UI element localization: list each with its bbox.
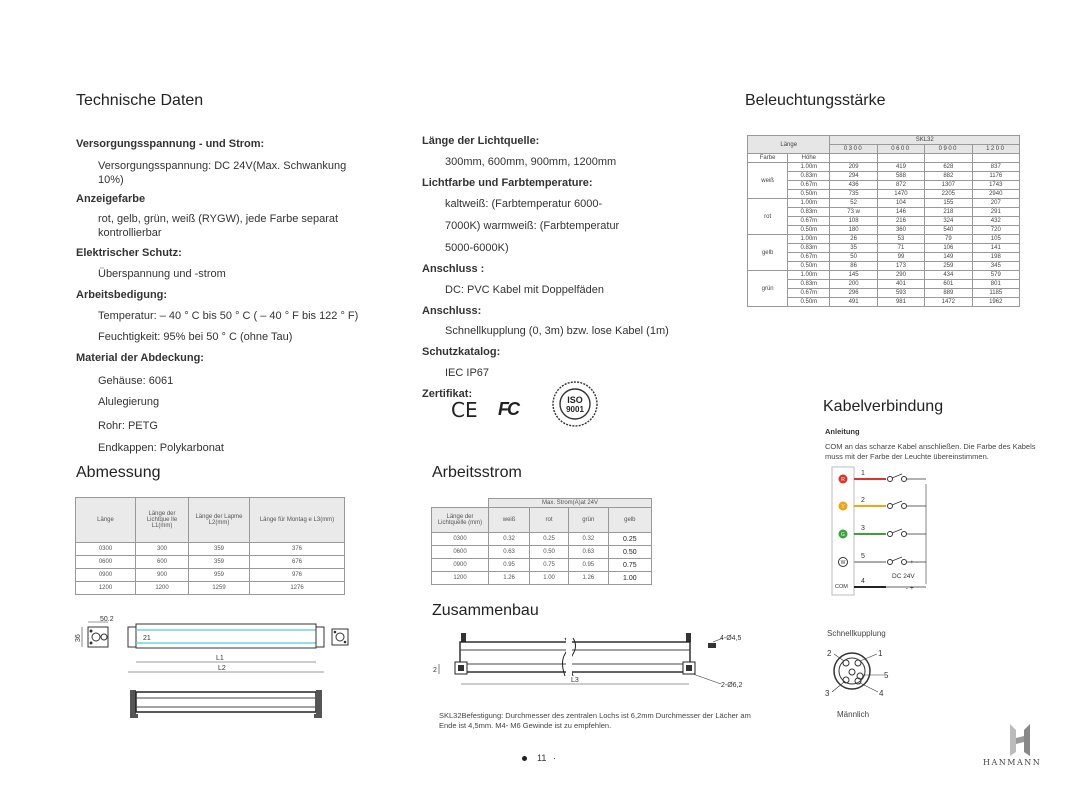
bel-cell: 0.83m <box>788 172 830 181</box>
com-label: COM <box>835 584 848 590</box>
bel-cell: 2205 <box>925 190 972 199</box>
gehaeuse-value: Gehäuse: 6061 <box>98 375 174 387</box>
strom-cell: 0.25 <box>608 533 651 546</box>
abmessung-table <box>75 497 345 595</box>
bel-row <box>748 208 1020 217</box>
bel-cell: 209 <box>830 163 877 172</box>
bel-cell: 882 <box>925 172 972 181</box>
bel-row <box>748 244 1020 253</box>
bel-cell: 540 <box>925 226 972 235</box>
bel-cell: 0.50m <box>788 262 830 271</box>
bel-row <box>748 217 1020 226</box>
switch-contact <box>888 477 893 482</box>
size-header: 1200 <box>972 145 1019 154</box>
bel-row <box>748 190 1020 199</box>
abm-header: Länge der Lichtque lle L1(mm) <box>136 498 189 543</box>
iso-num-text: 9001 <box>566 405 584 414</box>
dim-width-label: 50.2 <box>100 616 114 623</box>
wiring-diagram <box>826 462 936 602</box>
bel-cell: 579 <box>972 271 1019 280</box>
bel-cell: 345 <box>972 262 1019 271</box>
plusminus-label: + - <box>910 559 918 566</box>
switch-lever <box>892 474 902 478</box>
feuchtigkeit-value: Feuchtigkeit: 95% bei 50 ° C (ohne Tau) <box>98 331 293 343</box>
bel-cell: 2940 <box>972 190 1019 199</box>
hanmann-logo-icon <box>1000 722 1040 758</box>
abmessung-drawing <box>70 612 360 724</box>
bel-cell: 0.67m <box>788 253 830 262</box>
bel-cell: 0.67m <box>788 217 830 226</box>
abmessung-title: Abmessung <box>76 464 161 481</box>
abm-cell: 359 <box>189 556 250 569</box>
abm-cell: 300 <box>136 543 189 556</box>
beleuchtung-title: Beleuchtungsstärke <box>745 92 886 109</box>
bel-cell: 837 <box>972 163 1019 172</box>
material-label: Material der Abdeckung: <box>76 352 204 364</box>
strom-row <box>432 572 652 585</box>
bel-cell: 801 <box>972 280 1019 289</box>
bel-cell: 52 <box>830 199 877 208</box>
dc-24v-label: DC 24V <box>892 573 915 580</box>
wire-number: 3 <box>861 525 865 532</box>
strom-row <box>432 546 652 559</box>
bel-cell: 173 <box>877 262 924 271</box>
bel-cell: 588 <box>877 172 924 181</box>
bel-cell: 104 <box>877 199 924 208</box>
strom-header: weiß <box>489 508 530 533</box>
wire-number: 2 <box>861 497 865 504</box>
bel-row <box>748 298 1020 307</box>
strom-cell: 0.25 <box>530 533 569 546</box>
bel-cell: 735 <box>830 190 877 199</box>
abm-row <box>76 582 345 595</box>
bel-row <box>748 226 1020 235</box>
strom-cell: 0.63 <box>568 546 608 559</box>
conn-num: 4 <box>879 689 884 698</box>
dim-d1-label: 4-Ø4,5 <box>720 635 742 642</box>
bel-cell: 106 <box>925 244 972 253</box>
abm-row <box>76 556 345 569</box>
switch-contact <box>902 477 907 482</box>
pin-label: Y <box>841 504 845 510</box>
lichtfarbe-value-1: kaltweiß: (Farbtemperatur 6000- <box>445 198 603 210</box>
strom-cell: 1200 <box>432 572 489 585</box>
dim-l1-label: L1 <box>216 655 224 662</box>
switch-contact <box>902 532 907 537</box>
schnellkupplung-label: Schnellkupplung <box>827 629 886 638</box>
abm-cell: 959 <box>189 569 250 582</box>
bel-cell: 1472 <box>925 298 972 307</box>
strom-cell: 1.26 <box>489 572 530 585</box>
strom-cell: 1.00 <box>530 572 569 585</box>
bel-cell: 180 <box>830 226 877 235</box>
bel-cell: 145 <box>830 271 877 280</box>
anschluss-value-1: DC: PVC Kabel mit Doppelfäden <box>445 284 604 296</box>
switch-lever <box>892 501 902 505</box>
switch-contact <box>902 560 907 565</box>
strom-row <box>432 559 652 572</box>
bel-cell: 71 <box>877 244 924 253</box>
strom-cell: 0.95 <box>568 559 608 572</box>
bel-cell: 601 <box>925 280 972 289</box>
switch-contact <box>888 532 893 537</box>
strom-cell: 0.32 <box>568 533 608 546</box>
zusammenbau-drawing <box>425 628 755 696</box>
bel-cell: 141 <box>972 244 1019 253</box>
connector-diagram <box>822 644 892 702</box>
iso-text: ISO <box>567 395 583 405</box>
strom-header: gelb <box>608 508 651 533</box>
abm-cell: 976 <box>250 569 345 582</box>
strom-cell: 0.63 <box>489 546 530 559</box>
bel-row <box>748 271 1020 280</box>
abm-cell: 600 <box>136 556 189 569</box>
bel-cell: 73 w <box>830 208 877 217</box>
bel-cell: 291 <box>972 208 1019 217</box>
bel-cell: 0.50m <box>788 298 830 307</box>
strom-cell: 0300 <box>432 533 489 546</box>
abm-cell: 1276 <box>250 582 345 595</box>
bel-color-cell: grün <box>748 271 788 307</box>
pin-label: R <box>841 477 845 483</box>
switch-lever <box>892 557 902 561</box>
minusplus-label: - + <box>906 585 914 592</box>
abm-cell: 1200 <box>136 582 189 595</box>
bel-cell: 0.50m <box>788 226 830 235</box>
dim-l2-label: L2 <box>218 665 226 672</box>
strom-cell: 1.26 <box>568 572 608 585</box>
bel-cell: 889 <box>925 289 972 298</box>
strom-super-header: Max. Strom(A)at 24V <box>489 499 652 508</box>
bel-color-cell: rot <box>748 199 788 235</box>
wire-number: 4 <box>861 578 865 585</box>
bel-cell: 1176 <box>972 172 1019 181</box>
bel-cell: 419 <box>877 163 924 172</box>
bel-cell: 108 <box>830 217 877 226</box>
bel-cell: 155 <box>925 199 972 208</box>
bel-cell: 593 <box>877 289 924 298</box>
dim-l3-label: L3 <box>571 677 579 684</box>
bel-cell: 720 <box>972 226 1019 235</box>
bel-cell: 0.50m <box>788 190 830 199</box>
endkappen-value: Endkappen: Polykarbonat <box>98 442 224 454</box>
bel-row <box>748 280 1020 289</box>
bel-cell: 200 <box>830 280 877 289</box>
fc-mark-icon: FC <box>498 399 518 419</box>
abm-cell: 376 <box>250 543 345 556</box>
dim-height-label: 36 <box>75 634 82 642</box>
anzeigefarbe-value: rot, gelb, grün, weiß (RYGW), jede Farbe separat kontrollierbar <box>98 213 339 239</box>
abm-cell: 0900 <box>76 569 136 582</box>
abm-cell: 359 <box>189 543 250 556</box>
conn-num: 5 <box>884 671 889 680</box>
temperatur-value: Temperatur: – 40 ° C bis 50 ° C ( – 40 ° F bis 122 ° F) <box>98 310 359 322</box>
bel-cell: 0.83m <box>788 280 830 289</box>
dim-d2-label: 2-Ø6,2 <box>721 682 743 689</box>
anleitung-text: COM an das scharze Kabel anschließen. Die Farbe des Kabels muss mit der Farbe der Leuchte übereinstimmen. <box>825 442 1036 461</box>
abm-row <box>76 569 345 582</box>
page-number: 11 <box>537 753 547 763</box>
laenge-lichtquelle-value: 300mm, 600mm, 900mm, 1200mm <box>445 156 617 168</box>
arbeitsstrom-table <box>431 498 652 585</box>
size-header: 0300 <box>830 145 877 154</box>
bel-cell: 99 <box>877 253 924 262</box>
strom-row <box>432 533 652 546</box>
bel-cell: 198 <box>972 253 1019 262</box>
bel-row <box>748 253 1020 262</box>
switch-contact <box>888 560 893 565</box>
bel-cell: 401 <box>877 280 924 289</box>
bel-cell: 1962 <box>972 298 1019 307</box>
bel-cell: 324 <box>925 217 972 226</box>
hoehe-header: Höhe <box>788 154 830 163</box>
conn-num: 3 <box>825 689 830 698</box>
bel-cell: 26 <box>830 235 877 244</box>
size-header: 0600 <box>877 145 924 154</box>
zusammenbau-title: Zusammenbau <box>432 602 539 619</box>
bel-cell: 1307 <box>925 181 972 190</box>
strom-cell: 0.75 <box>608 559 651 572</box>
bel-cell: 360 <box>877 226 924 235</box>
bel-cell: 218 <box>925 208 972 217</box>
zusammenbau-note: SKL32Befestigung: Durchmesser des zentralen Lochs ist 6,2mm Durchmesser der Lächer am Ende ist 4,5mm. M4- M6 Gewinde ist zu empfehlen. <box>439 711 751 730</box>
schutz-label: Elektrischer Schutz: <box>76 247 182 259</box>
bel-cell: 0.83m <box>788 244 830 253</box>
lichtfarbe-value-3: 5000-6000K) <box>445 242 509 254</box>
bel-cell: 1.00m <box>788 199 830 208</box>
bel-cell: 79 <box>925 235 972 244</box>
schutzkatalog-label: Schutzkatalog: <box>422 346 501 358</box>
laenge-header: Länge <box>748 136 830 154</box>
rohr-value: Rohr: PETG <box>98 420 158 432</box>
conn-num: 1 <box>878 649 883 658</box>
anschluss-label-2: Anschluss: <box>422 305 482 317</box>
bel-row <box>748 262 1020 271</box>
versorgung-label: Versorgungsspannung - und Strom: <box>76 138 265 150</box>
wire-number: 1 <box>861 470 865 477</box>
abm-header: Länge <box>76 498 136 543</box>
maennlich-label: Männlich <box>837 710 870 719</box>
technische-daten-title: Technische Daten <box>76 92 204 109</box>
bel-cell: 1.00m <box>788 163 830 172</box>
anschluss-label-1: Anschluss : <box>422 263 485 275</box>
dim-21-label: 21 <box>143 635 151 642</box>
laenge-lichtquelle-label: Länge der Lichtquelle: <box>422 135 540 147</box>
bel-cell: 216 <box>877 217 924 226</box>
bel-cell: 290 <box>877 271 924 280</box>
bel-row <box>748 181 1020 190</box>
pin-label: W <box>840 560 846 566</box>
abm-cell: 0300 <box>76 543 136 556</box>
pin-label: G <box>841 532 845 538</box>
bel-cell: 491 <box>830 298 877 307</box>
bel-cell: 981 <box>877 298 924 307</box>
anleitung-label: Anleitung <box>825 427 860 436</box>
anzeigefarbe-label: Anzeigefarbe <box>76 193 146 205</box>
strom-cell: 0.32 <box>489 533 530 546</box>
strom-cell: 0600 <box>432 546 489 559</box>
strom-cell: 0.95 <box>489 559 530 572</box>
bel-row <box>748 163 1020 172</box>
alulegierung-value: Alulegierung <box>98 396 160 408</box>
bel-color-cell: weiß <box>748 163 788 199</box>
beleuchtung-table <box>747 135 1020 307</box>
kabelverbindung-title: Kabelverbindung <box>823 398 944 415</box>
anschluss-value-2: Schnellkupplung (0, 3m) bzw. lose Kabel (1m) <box>445 325 669 337</box>
bel-cell: 436 <box>830 181 877 190</box>
strom-cell: 0.75 <box>530 559 569 572</box>
iso-9001-seal-icon <box>551 380 599 428</box>
abm-cell: 676 <box>250 556 345 569</box>
strom-header: Länge der Lichtquelle (mm) <box>432 508 489 533</box>
bel-cell: 1.00m <box>788 271 830 280</box>
strom-header: rot <box>530 508 569 533</box>
zertifikat-label: Zertifikat: <box>422 388 473 400</box>
bel-cell: 0.67m <box>788 181 830 190</box>
abm-cell: 1200 <box>76 582 136 595</box>
bel-cell: 53 <box>877 235 924 244</box>
bel-cell: 872 <box>877 181 924 190</box>
bel-cell: 1.00m <box>788 235 830 244</box>
dim-h-label: 2 <box>433 667 437 674</box>
bel-cell: 294 <box>830 172 877 181</box>
abm-cell: 1259 <box>189 582 250 595</box>
bel-cell: 432 <box>972 217 1019 226</box>
brand-name: HANMANN <box>983 758 1042 767</box>
bel-cell: 1185 <box>972 289 1019 298</box>
page-bullet <box>522 756 527 761</box>
wire-number: 5 <box>861 553 865 560</box>
abm-header: Länge für Montag e L3(mm) <box>250 498 345 543</box>
size-header: 0900 <box>925 145 972 154</box>
model-header: SKL32 <box>830 136 1020 145</box>
arbeitsbedigung-label: Arbeitsbedigung: <box>76 289 168 301</box>
bel-cell: 50 <box>830 253 877 262</box>
farbe-header: Farbe <box>748 154 788 163</box>
bel-color-cell: gelb <box>748 235 788 271</box>
abm-row <box>76 543 345 556</box>
bel-cell: 149 <box>925 253 972 262</box>
strom-cell: 0900 <box>432 559 489 572</box>
switch-lever <box>892 529 902 533</box>
page-dot: · <box>553 753 556 763</box>
switch-contact <box>902 504 907 509</box>
schutzkatalog-value: IEC IP67 <box>445 367 490 379</box>
bel-cell: 0.67m <box>788 289 830 298</box>
bel-row <box>748 199 1020 208</box>
bel-row <box>748 172 1020 181</box>
strom-cell: 0.50 <box>530 546 569 559</box>
bel-cell: 259 <box>925 262 972 271</box>
ce-mark-icon: CE <box>451 398 478 422</box>
abm-cell: 900 <box>136 569 189 582</box>
bel-cell: 1470 <box>877 190 924 199</box>
bel-cell: 105 <box>972 235 1019 244</box>
conn-num: 2 <box>827 649 832 658</box>
schutz-value: Überspannung und -strom <box>98 268 226 280</box>
bel-row <box>748 235 1020 244</box>
abm-header: Länge der Lapme L2(mm) <box>189 498 250 543</box>
strom-header: grün <box>568 508 608 533</box>
bel-cell: 35 <box>830 244 877 253</box>
bel-row <box>748 289 1020 298</box>
strom-cell: 0.50 <box>608 546 651 559</box>
switch-contact <box>888 504 893 509</box>
bel-cell: 86 <box>830 262 877 271</box>
lichtfarbe-value-2: 7000K) warmweiß: (Farbtemperatur <box>445 220 620 232</box>
lichtfarbe-label: Lichtfarbe und Farbtemperature: <box>422 177 593 189</box>
bel-cell: 434 <box>925 271 972 280</box>
bel-cell: 628 <box>925 163 972 172</box>
bel-cell: 1743 <box>972 181 1019 190</box>
arbeitsstrom-title: Arbeitsstrom <box>432 464 522 481</box>
strom-cell: 1.00 <box>608 572 651 585</box>
versorgung-value: Versorgungsspannung: DC 24V(Max. Schwankung 10%) <box>98 160 347 186</box>
abm-cell: 0600 <box>76 556 136 569</box>
bel-cell: 296 <box>830 289 877 298</box>
bel-cell: 146 <box>877 208 924 217</box>
bel-cell: 207 <box>972 199 1019 208</box>
bel-cell: 0.83m <box>788 208 830 217</box>
